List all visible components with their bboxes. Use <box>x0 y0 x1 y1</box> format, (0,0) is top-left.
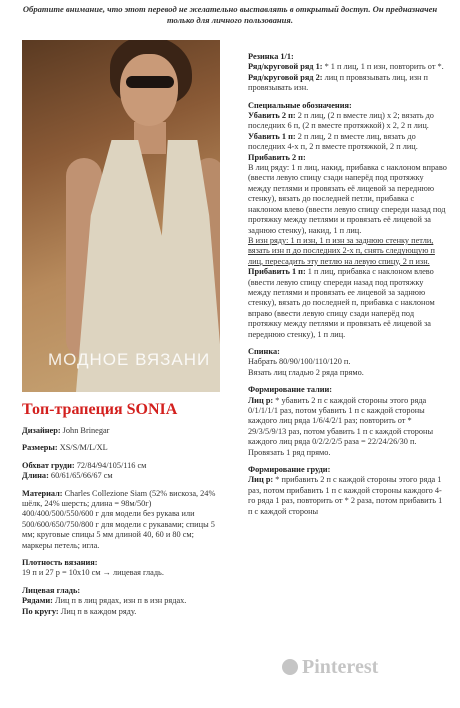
pin-icon <box>282 659 298 675</box>
watermark: МОДНОЕ ВЯЗАНИ <box>48 350 211 369</box>
pattern-title: Топ-трапеция SONIA <box>22 401 178 418</box>
copyright-notice: Обратите внимание, что этот перевод не желательно выставлять в открытый доступ. Он предназначен только для личного пользования. <box>22 4 438 25</box>
right-column: Резинка 1/1: Ряд/круговой ряд 1: * 1 п лиц, 1 п изн, повторить от *. Ряд/круговой ряд 2: лиц п провязывать лиц, изн п провязывать изн. Специальные обозначения: Убавить 2 п: 2 п лиц, (2 п вместе лиц) х 2; вязать до последних 6 п, (2 п вместе протяжкой) х 2, 2 п лиц. Убавить 1 п: 2 п лиц, 2 п вместе лиц, вязать до последних 4-х п, 2 п вместе протяжкой, 2 п лиц. Прибавить 2 п: В лиц ряду: 1 п лиц, накид, прибавка с наклоном вправо (ввести левую спицу сзади наперёд под протяжку между петлями и провязать её лицевой за переднюю стенку), вязать до последней петли, прибавка с наклоном влево (ввести левую спицу спереди назад под протяжку между петлями и провязать её лицевой за заднюю стенку), накид, 1 п лиц. В изн ряду: 1 п изн, 1 п изн за заднюю стенку петли, вязать изн п до последних 2-х п, снять следующую п лиц, пересадить эту петлю на левую спицу, 2 п изн. Прибавить 1 п: 1 п лиц, прибавка с наклоном влево (ввести левую спицу спереди назад под протяжку между петлями и провязать ее лицевой за заднюю стенку), вязать до последней п, прибавка с наклоном вправо (ввести левую спицу сзади наперёд под протяжку между петлями и провязать её лицевой за переднюю стенку), 1 п лиц. Спинка: Набрать 80/90/100/110/120 п. Вязать лиц гладью 2 ряда прямо. Формирование талии: Лиц р: * убавить 2 п с каждой стороны этого ряда 0/1/1/1/1 раз, потом убавить 1 п с каждой стороны каждого лиц ряда 1/6/4/2/1 раз; повторить от * 29/3/5/9/13 раз, потом убавить 1 п с каждой стороны каждого лиц ряда 0/2/2/2/5 раза = 22/24/26/30 п. Провязать 1 ряд прямо. Формирование груди: Лиц р: * прибавить 2 п с каждой стороны этого ряда 1 раз, потом прибавить 1 п с каждой стороны каждого 4-го ряда 1 раз, повторить от * 2 раза, потом прибавить 1 п с каждой стороны <box>248 52 447 516</box>
model-photo <box>22 40 220 392</box>
pinterest-logo: Pinterest <box>282 656 378 679</box>
left-column: Топ-трапеция SONIA Дизайнер: John Brinegar Размеры: XS/S/M/L/XL Обхват груди: 72/84/94/105/116 см Длина: 60/61/65/66/67 см Материал: Charles Collezione Siam (52% вискоза, 24% шёлк, 24% шерсть; длина = 98м/50г) 400/400/500/550/600 г для модели без рукава или 500/600/650/750/800 г для модели с рукавами; спицы 5 мм; круговые спицы 5 мм длиной 40, 60 и 80 см; маркеры петель; игла. Плотность вязания: 19 п и 27 р = 10х10 см → лицевая гладь. Лицевая гладь: Рядами: Лиц п в лиц рядах, изн п в изн рядах. По кругу: Лиц п в каждом ряду. <box>22 400 220 617</box>
